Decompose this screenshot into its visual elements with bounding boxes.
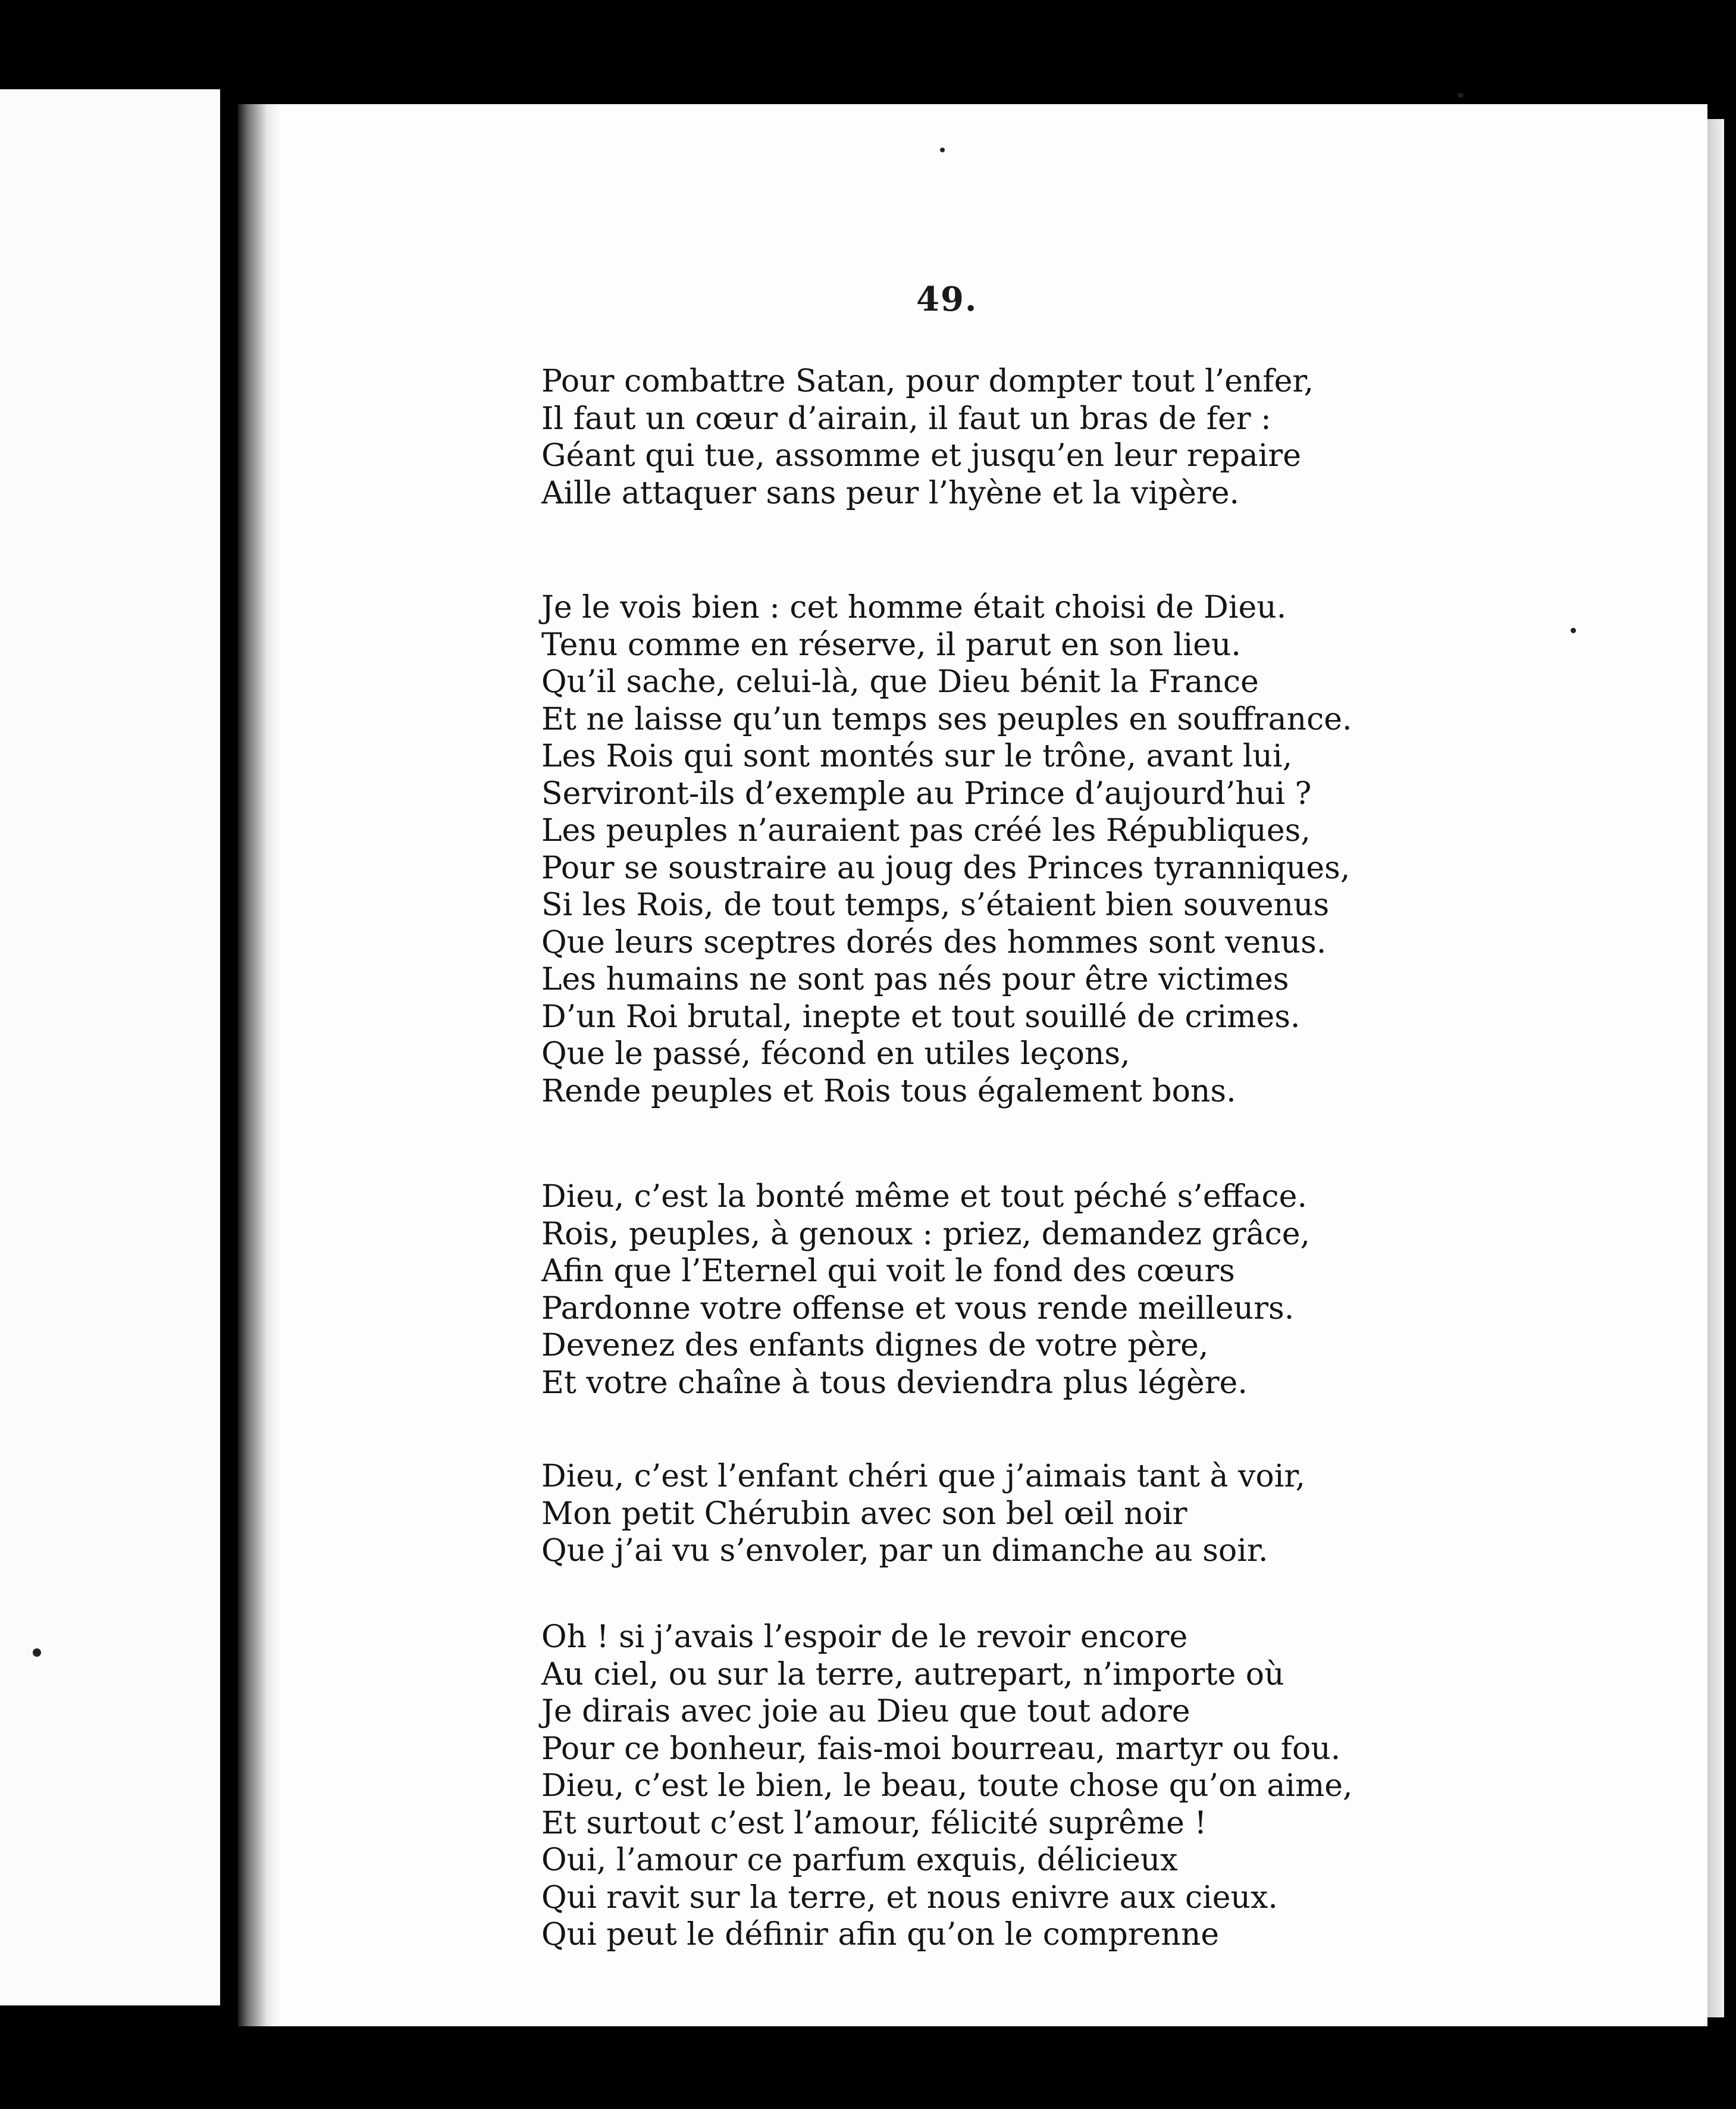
stanza-2	[541, 589, 1352, 1110]
verse-line: Dieu, c’est le bien, le beau, toute chose qu’on aime,	[541, 1768, 1353, 1804]
verse-line: Qui peut le définir afin qu’on le comprenne	[541, 1917, 1220, 1952]
verse-line: Qu’il sache, celui-là, que Dieu bénit la France	[541, 664, 1259, 700]
verse-line: D’un Roi brutal, inepte et tout souillé de crimes.	[541, 999, 1301, 1035]
verse-line: Les Rois qui sont montés sur le trône, avant lui,	[541, 739, 1293, 774]
verse-line: Serviront-ils d’exemple au Prince d’aujourd’hui ?	[541, 775, 1312, 812]
page-gutter	[220, 77, 238, 2029]
verse-line: Géant qui tue, assomme et jusqu’en leur repaire	[541, 438, 1302, 474]
verse-line: Qui ravit sur la terre, et nous enivre aux cieux.	[541, 1879, 1278, 1916]
page-number: 49.	[916, 280, 978, 319]
verse-line: Dieu, c’est l’enfant chéri que j’aimais tant à voir,	[541, 1459, 1306, 1494]
verse-line: Devenez des enfants dignes de votre père,	[541, 1328, 1209, 1363]
verse-line: Que le passé, fécond en utiles leçons,	[541, 1036, 1130, 1072]
verse-line: Pour se soustraire au joug des Princes tyranniques,	[541, 850, 1350, 886]
verse-line: Que j’ai vu s’envoler, par un dimanche au soir.	[541, 1533, 1268, 1569]
verse-line: Pour combattre Satan, pour dompter tout l’enfer,	[541, 364, 1314, 399]
verse-line: Je le vois bien : cet homme était choisi de Dieu.	[541, 590, 1287, 625]
verse-line: Tenu comme en réserve, il parut en son lieu.	[541, 627, 1241, 663]
verse-line: Afin que l’Eternel qui voit le fond des cœurs	[541, 1253, 1235, 1289]
verse-line: Rende peuples et Rois tous également bons.	[541, 1073, 1236, 1109]
verse-line: Pardonne votre offense et vous rende meilleurs.	[541, 1290, 1295, 1326]
stanza-1	[541, 363, 1314, 512]
verse-line: Les peuples n’auraient pas créé les Républiques,	[541, 813, 1311, 849]
dust-speck	[33, 1648, 41, 1657]
left-facing-page	[0, 89, 220, 2005]
verse-line: Je dirais avec joie au Dieu que tout adore	[541, 1694, 1190, 1729]
verse-line: Si les Rois, de tout temps, s’étaient bien souvenus	[541, 887, 1330, 923]
verse-line: Et surtout c’est l’amour, félicité suprême !	[541, 1805, 1207, 1841]
stanza-4	[541, 1458, 1305, 1570]
stanza-5	[541, 1619, 1353, 1954]
verse-line: Mon petit Chérubin avec son bel œil noir	[541, 1495, 1187, 1532]
dust-speck	[1571, 628, 1576, 633]
verse-line: Il faut un cœur d’airain, il faut un bras de fer :	[541, 400, 1271, 437]
verse-line: Oui, l’amour ce parfum exquis, délicieux	[541, 1842, 1178, 1878]
verse-line: Oh ! si j’avais l’espoir de le revoir encore	[541, 1619, 1188, 1655]
dust-speck	[940, 148, 945, 152]
verse-line: Et ne laisse qu’un temps ses peuples en souffrance.	[541, 701, 1352, 737]
verse-line: Aille attaquer sans peur l’hyène et la vipère.	[541, 475, 1239, 511]
verse-line: Rois, peuples, à genoux : priez, demandez grâce,	[541, 1216, 1311, 1252]
verse-line: Que leurs sceptres dorés des hommes sont venus.	[541, 924, 1327, 960]
verse-line: Dieu, c’est la bonté même et tout péché s’efface.	[541, 1179, 1307, 1215]
verse-line: Pour ce bonheur, fais-moi bourreau, martyr ou fou.	[541, 1731, 1341, 1767]
dust-speck	[1458, 93, 1464, 98]
stanza-3	[541, 1178, 1310, 1401]
verse-line: Les humains ne sont pas nés pour être victimes	[541, 962, 1289, 997]
verse-line: Au ciel, ou sur la terre, autrepart, n’importe où	[541, 1656, 1284, 1692]
verse-line: Et votre chaîne à tous deviendra plus légère.	[541, 1365, 1248, 1401]
page-edge	[1707, 119, 1724, 2017]
binding-shadow	[238, 104, 280, 2026]
